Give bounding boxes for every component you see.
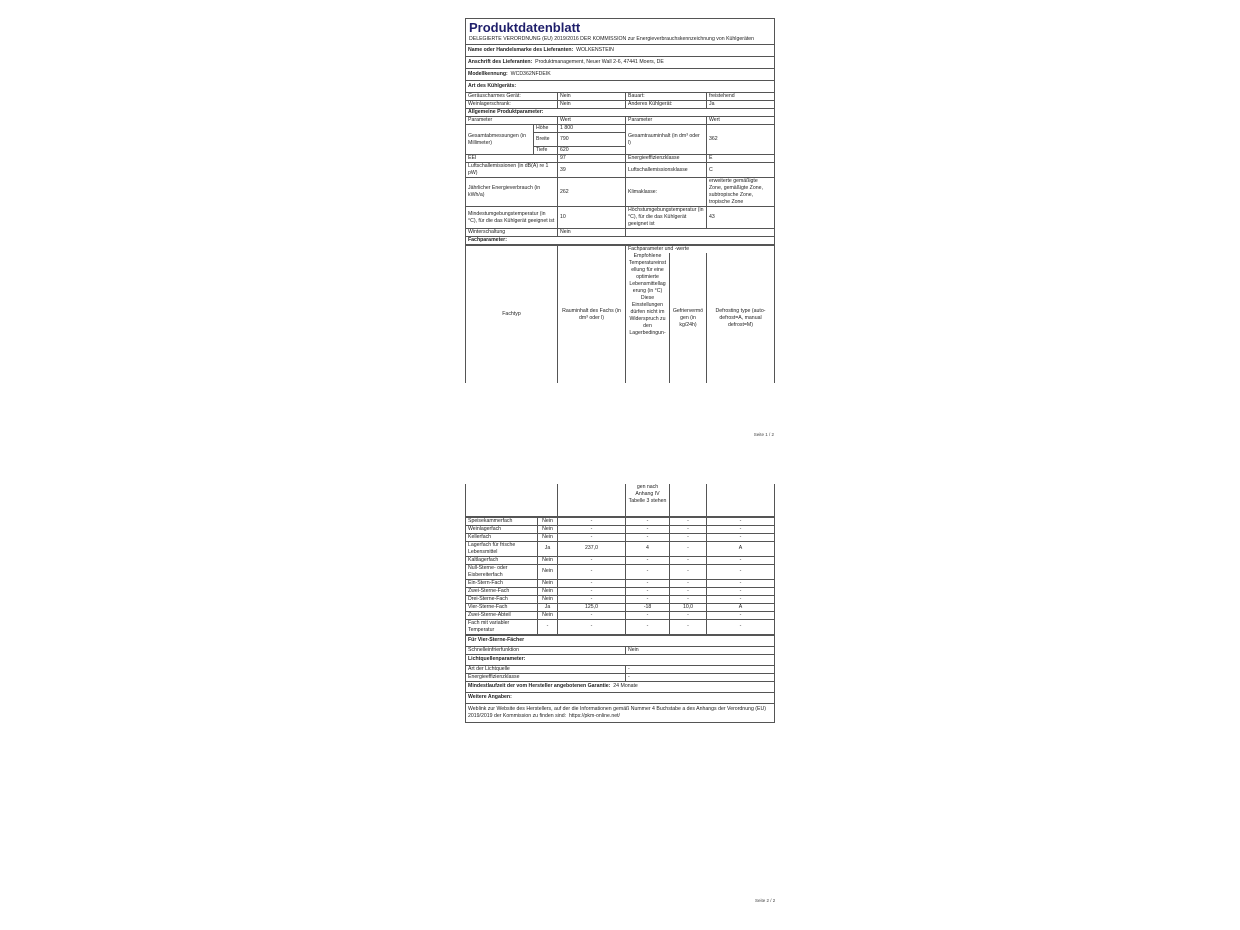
compartment-defrost: - [707,556,775,564]
compartment-temp: - [626,533,670,541]
compartment-row [466,611,775,619]
compartment-row [466,564,775,579]
supplier-value: WOLKENSTEIN [576,47,614,53]
appliance-type-label: Bauart: [626,93,707,101]
recommended-temp-text-2: Diese Einstellungen dürfen nicht im Widerspruch zu den Lagerbedingun- [629,295,666,336]
light-source-heading: Lichtquellenparameter: [466,654,775,665]
compartment-name: Speisekammerfach [466,517,538,525]
compartment-present: Ja [538,603,558,611]
appliance-type-value: Nein [558,101,626,109]
compartment-volume: - [558,619,626,634]
compartment-freeze: 10,0 [670,603,707,611]
compartment-defrost: - [707,579,775,587]
appliance-type-label: Geräuscharmes Gerät: [466,93,558,101]
compartment-volume: - [558,525,626,533]
datasheet-table-page-1 [465,18,775,245]
document-title: Produktdatenblatt [469,20,581,35]
compartment-temp: - [626,587,670,595]
min-temp-value: 10 [558,207,626,229]
height-value: 1 800 [558,125,626,133]
compartment-freeze: - [670,619,707,634]
param-header: Parameter [466,117,558,125]
climate-class-value: erweiterte gemäßigte Zone, gemäßigte Zone, subtropische Zone, tropische Zone [707,178,775,207]
compartment-table [465,484,775,517]
compartment-name: Zwei-Sterne-Fach [466,587,538,595]
compartment-row [466,525,775,533]
compartment-row [466,603,775,611]
compartment-defrost: - [707,564,775,579]
light-class-value: - [626,673,775,681]
compartment-temp: - [626,579,670,587]
eei-value: 97 [558,155,626,163]
compartment-defrost: - [707,517,775,525]
noise-value: 39 [558,163,626,178]
compartment-freeze: - [670,517,707,525]
compartment-present: Nein [538,579,558,587]
compartment-group-header: Fachparameter und -werte [626,246,775,254]
compartment-volume: - [558,564,626,579]
compartment-row [466,619,775,634]
compartment-freeze: - [670,533,707,541]
compartment-defrost: - [707,533,775,541]
compartment-parameters-heading: Fachparameter: [466,237,775,245]
address-label: Anschrift des Lieferanten: [468,59,533,65]
lower-section-table [465,635,775,723]
volume-value: 362 [707,125,775,155]
compartment-volume: - [558,556,626,564]
datasheet-page-2 [465,484,774,750]
noise-class-label: Luftschallemissionsklasse [626,163,707,178]
min-temp-label: Mindestumgebungstemperatur (in °C), für die das Kühlgerät geeignet ist [466,207,558,229]
model-value: WCD362NFDEIK [510,71,551,77]
max-temp-value: 43 [707,207,775,229]
compartment-present: Nein [538,564,558,579]
warranty-label: Mindestlaufzeit der vom Hersteller angebotenen Garantie: [468,683,611,689]
compartment-freeze: - [670,525,707,533]
compartment-present: Nein [538,587,558,595]
dimensions-label: Gesamtabmessungen (in Millimeter) [466,125,534,155]
compartment-name: Weinlagerfach [466,525,538,533]
compartment-temp: - [626,595,670,603]
compartment-temp: - [626,611,670,619]
compartment-volume: - [558,517,626,525]
manufacturer-link[interactable]: https://pkm-online.net/ [568,712,620,719]
compartment-row [466,556,775,564]
compartment-row [466,533,775,541]
param-header: Parameter [626,117,707,125]
compartment-present: Nein [538,595,558,603]
compartment-freeze: - [670,556,707,564]
value-header: Wert [558,117,626,125]
light-type-label: Art der Lichtquelle [466,665,626,673]
freeze-capacity-header: Gefriervermögen (in kg/24h) [670,253,707,383]
energy-class-value: E [707,155,775,163]
compartment-name: Zwei-Sterne-Abteil [466,611,538,619]
height-label: Höhe [534,125,558,133]
compartment-volume: - [558,579,626,587]
compartment-freeze: - [670,564,707,579]
compartment-name: Lagerfach für frische Lebensmittel [466,541,538,556]
compartment-type-header: Fachtyp [466,246,558,384]
fast-freeze-label: Schnelleinfrierfunktion [466,646,626,654]
width-label: Breite [534,133,558,147]
appliance-type-value: freistehend [707,93,775,101]
compartment-name: Drei-Sterne-Fach [466,595,538,603]
compartment-temp: - [626,525,670,533]
compartment-temp: - [626,564,670,579]
compartment-name: Null-Sterne- oder Eisbereiterfach [466,564,538,579]
compartment-present: Ja [538,541,558,556]
compartment-present: Nein [538,556,558,564]
compartment-temp: - [626,619,670,634]
compartment-header-table [465,245,775,383]
model-label: Modellkennung: [468,71,508,77]
more-info-text: Weblink zur Website des Herstellers, auf der die Informationen gemäß Nummer 4 Buchstabe a des Anhangs der Verordnung (EU) 2019/2019 der Kommission zu finden sind: [468,705,766,719]
four-star-heading: Für Vier-Sterne-Fächer [466,635,775,646]
page-number: Seite 2 / 2 [755,898,776,903]
recommended-temp-text-3: gen nach Anhang IV Tabelle 3 stehen [626,484,670,516]
compartment-present: - [538,619,558,634]
energy-class-label: Energieeffizienzklasse [626,155,707,163]
climate-class-label: Klimaklasse: [626,178,707,207]
compartment-present: Nein [538,525,558,533]
noise-class-value: C [707,163,775,178]
more-info-heading: Weitere Angaben: [466,692,775,703]
compartment-temp: -18 [626,603,670,611]
compartment-row [466,595,775,603]
compartment-freeze: - [670,611,707,619]
appliance-type-label: Weinlagerschrank: [466,101,558,109]
compartment-name: Ein-Stern-Fach [466,579,538,587]
compartment-defrost: - [707,595,775,603]
compartment-defrost: A [707,541,775,556]
recommended-temp-text-1: Empfohlene Temperatureinstellung für eine optimierte Lebensmittellagerung (in °C) [628,253,667,294]
compartment-name: Kaltlagerfach [466,556,538,564]
datasheet-page-1 [465,18,774,438]
width-value: 790 [558,133,626,147]
eei-label: EEI [466,155,558,163]
defrost-type-header: Defrosting type (auto-defrost=A, manual defrost=M) [707,253,775,383]
compartment-defrost: A [707,603,775,611]
appliance-type-heading: Art des Kühlgeräts: [466,81,775,93]
address-value: Produktmanagement, Neuer Wall 2-6, 47441 Moers, DE [535,59,664,65]
energy-consumption-value: 262 [558,178,626,207]
winter-value: Nein [558,229,626,237]
energy-consumption-label: Jährlicher Energieverbrauch (in kWh/a) [466,178,558,207]
compartment-present: Nein [538,533,558,541]
compartment-volume: - [558,595,626,603]
compartment-row [466,579,775,587]
compartment-name: Vier-Sterne-Fach [466,603,538,611]
light-type-value: - [626,665,775,673]
depth-label: Tiefe [534,147,558,155]
recommended-temp-header [626,253,670,383]
compartment-present: Nein [538,517,558,525]
max-temp-label: Höchstumgebungstemperatur (in °C), für die das Kühlgerät geeignet ist [626,207,707,229]
appliance-type-label: Anderes Kühlgerät: [626,101,707,109]
value-header: Wert [707,117,775,125]
noise-label: Luftschallemissionen (in dB(A) re 1 pW) [466,163,558,178]
compartment-temp: - [626,556,670,564]
appliance-type-value: Nein [558,93,626,101]
compartment-rows-table [465,517,775,635]
compartment-freeze: - [670,579,707,587]
volume-label: Gesamtrauminhalt (in dm³ oder l) [626,125,707,155]
compartment-volume: - [558,533,626,541]
compartment-volume: - [558,587,626,595]
page-number: Seite 1 / 2 [753,432,774,437]
compartment-defrost: - [707,587,775,595]
compartment-row [466,517,775,525]
winter-label: Winterschaltung [466,229,558,237]
compartment-volume: 237,0 [558,541,626,556]
compartment-row [466,587,775,595]
compartment-temp: - [626,517,670,525]
appliance-type-value: Ja [707,101,775,109]
compartment-present: Nein [538,611,558,619]
compartment-freeze: - [670,587,707,595]
compartment-volume-header: Rauminhalt des Fachs (in dm³ oder l) [558,246,626,384]
compartment-defrost: - [707,525,775,533]
general-parameters-heading: Allgemeine Produktparameter: [466,109,775,117]
compartment-defrost: - [707,611,775,619]
warranty-value: 24 Monate [613,683,638,689]
compartment-row [466,541,775,556]
compartment-freeze: - [670,541,707,556]
compartment-defrost: - [707,619,775,634]
depth-value: 620 [558,147,626,155]
compartment-freeze: - [670,595,707,603]
compartment-volume: 125,0 [558,603,626,611]
compartment-volume: - [558,611,626,619]
compartment-name: Fach mit variabler Temperatur [466,619,538,634]
fast-freeze-value: Nein [626,646,775,654]
compartment-name: Kellerfach [466,533,538,541]
regulation-text: DELEGIERTE VERORDNUNG (EU) 2019/2016 DER KOMMISSION zur Energieverbrauchskennzeichnung von Kühlgeräten [469,36,755,42]
light-class-label: Energieeffizienzklasse [466,673,626,681]
compartment-temp: 4 [626,541,670,556]
supplier-label: Name oder Handelsmarke des Lieferanten: [468,47,574,53]
